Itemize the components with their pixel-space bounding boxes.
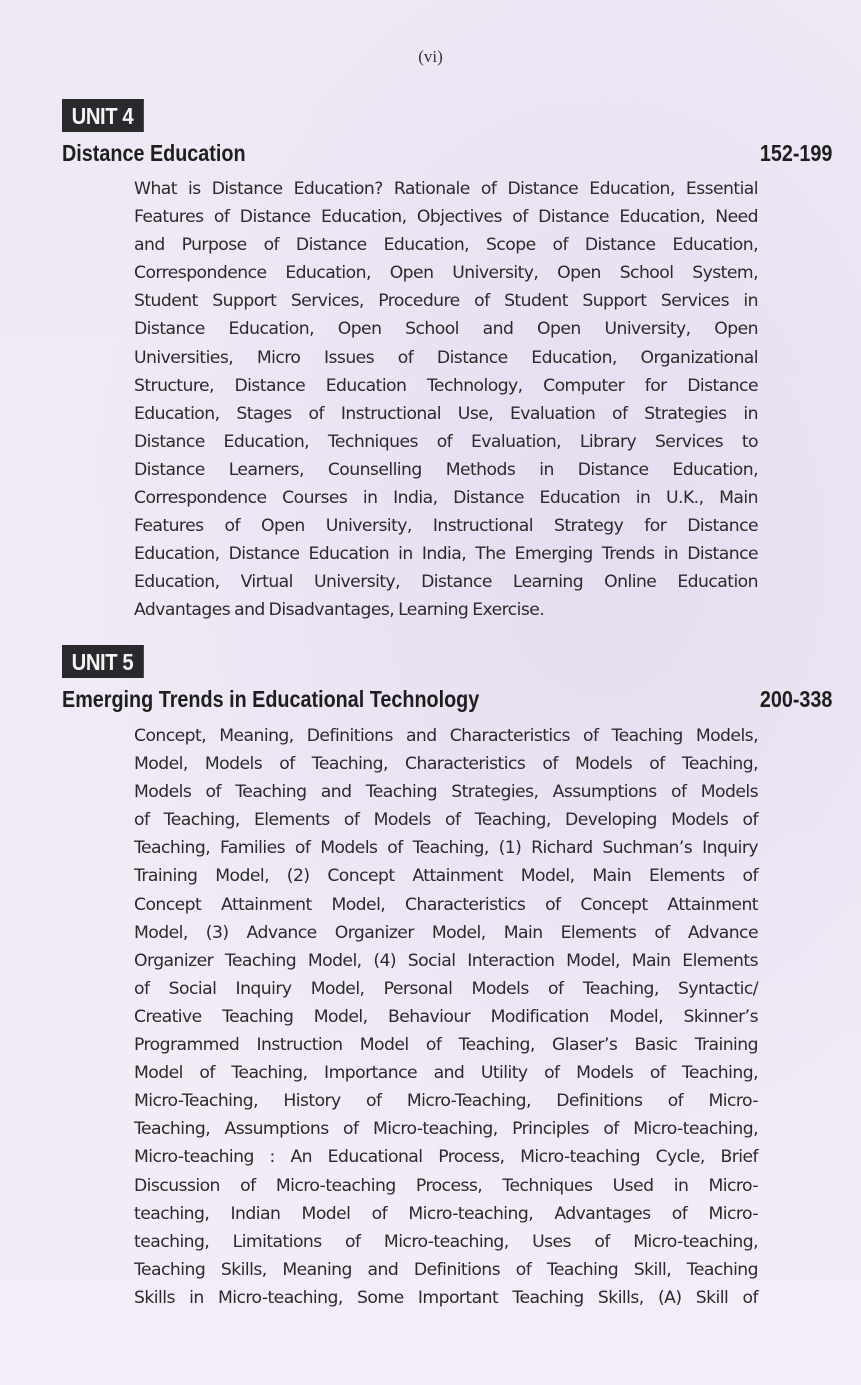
contents-line: Teaching, Assumptions of Micro-teaching, Principles of Micro-teaching, xyxy=(134,1119,758,1140)
contents-line: Correspondence Education, Open University, Open School System, xyxy=(134,263,758,284)
contents-line: Creative Teaching Model, Behaviour Modification Model, Skinner’s xyxy=(134,1006,758,1027)
contents-line: Concept, Meaning, Definitions and Characteristics of Teaching Models, xyxy=(134,726,758,746)
unit-title: Emerging Trends in Educational Technology xyxy=(62,686,480,712)
contents-line: Distance Learners, Counselling Methods in Distance Education, xyxy=(134,459,758,480)
unit-title: Distance Education xyxy=(62,140,246,166)
unit-badge: UNIT 5 xyxy=(62,645,144,678)
contents-line: Teaching, Families of Models of Teaching, (1) Richard Suchman’s Inquiry xyxy=(134,838,758,859)
contents-line: teaching, Indian Model of Micro-teaching, Advantages of Micro- xyxy=(134,1203,758,1224)
contents-line: Teaching Skills, Meaning and Definitions of Teaching Skill, Teaching xyxy=(134,1259,758,1280)
contents-line: Structure, Distance Education Technology, Computer for Distance xyxy=(134,375,758,396)
page-number: (vi) xyxy=(418,47,443,66)
contents-line: and Purpose of Distance Education, Scope of Distance Education, xyxy=(134,235,758,256)
unit-page-range: 200-338 xyxy=(759,686,832,712)
contents-line: Concept Attainment Model, Characteristics of Concept Attainment xyxy=(134,894,758,915)
contents-line: Model, Models of Teaching, Characteristics of Models of Teaching, xyxy=(134,754,758,775)
unit-contents xyxy=(134,722,758,1312)
contents-line: Features of Open University, Instructional Strategy for Distance xyxy=(134,516,758,537)
unit-heading xyxy=(62,140,832,167)
contents-line: Advantages and Disadvantages, Learning Exercise. xyxy=(134,600,545,621)
contents-line: Distance Education, Techniques of Evaluation, Library Services to xyxy=(134,431,758,452)
unit-contents xyxy=(134,175,758,625)
contents-line: Universities, Micro Issues of Distance Education, Organizational xyxy=(134,347,758,368)
unit-page-range: 152-199 xyxy=(759,140,832,166)
contents-line: of Social Inquiry Model, Personal Models of Teaching, Syntactic/ xyxy=(134,978,758,999)
contents-line: Model, (3) Advance Organizer Model, Main Elements of Advance xyxy=(134,922,758,943)
contents-line: What is Distance Education? Rationale of Distance Education, Essential xyxy=(134,179,758,199)
contents-line: Programmed Instruction Model of Teaching, Glaser’s Basic Training xyxy=(134,1035,758,1056)
contents-line: Education, Distance Education in India, The Emerging Trends in Distance xyxy=(134,544,758,565)
contents-line: Model of Teaching, Importance and Utility of Models of Teaching, xyxy=(134,1063,758,1084)
contents-line: of Teaching, Elements of Models of Teaching, Developing Models of xyxy=(134,810,758,831)
contents-line: Education, Stages of Instructional Use, Evaluation of Strategies in xyxy=(134,403,758,424)
contents-line: Distance Education, Open School and Open University, Open xyxy=(134,319,758,340)
contents-line: Correspondence Courses in India, Distance Education in U.K., Main xyxy=(134,488,758,509)
contents-line: Training Model, (2) Concept Attainment Model, Main Elements of xyxy=(134,866,758,887)
contents-line: Features of Distance Education, Objectives of Distance Education, Need xyxy=(134,207,758,228)
contents-line: Organizer Teaching Model, (4) Social Interaction Model, Main Elements xyxy=(134,950,758,971)
unit-badge: UNIT 4 xyxy=(62,99,144,132)
contents-line: Models of Teaching and Teaching Strategies, Assumptions of Models xyxy=(134,782,758,803)
contents-line: teaching, Limitations of Micro-teaching, Uses of Micro-teaching, xyxy=(134,1231,758,1252)
contents-line: Micro-Teaching, History of Micro-Teaching, Definitions of Micro- xyxy=(134,1091,758,1112)
contents-line: Discussion of Micro-teaching Process, Techniques Used in Micro- xyxy=(134,1175,758,1196)
contents-line: Education, Virtual University, Distance Learning Online Education xyxy=(134,572,758,593)
contents-line: Student Support Services, Procedure of Student Support Services in xyxy=(134,291,758,312)
unit-heading xyxy=(62,686,832,713)
contents-line: Micro-teaching : An Educational Process, Micro-teaching Cycle, Brief xyxy=(134,1147,758,1168)
contents-line: Skills in Micro-teaching, Some Important Teaching Skills, (A) Skill of xyxy=(134,1287,758,1308)
